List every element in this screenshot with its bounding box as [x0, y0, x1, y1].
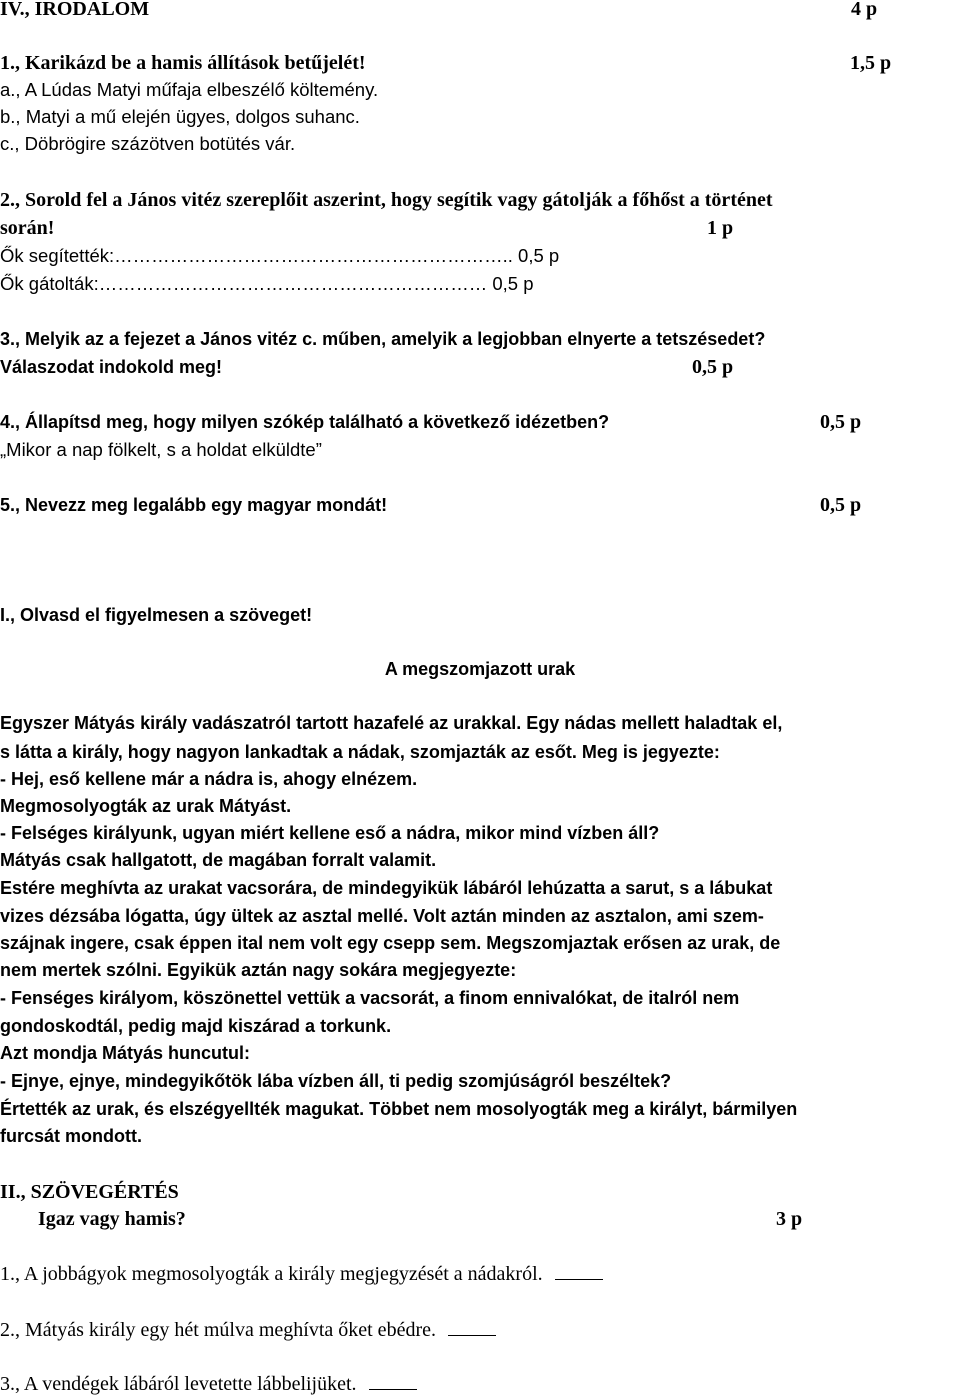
true-false-item: [0, 1318, 496, 1342]
question-5-prompt: 5., Nevezz meg legalább egy magyar mondát!: [0, 495, 388, 515]
true-false-item: [0, 1262, 603, 1286]
question-2-points: 1 p: [707, 217, 734, 239]
true-false-item-text: 3., A vendégek lábáról levetette lábbelijüket.: [0, 1373, 357, 1395]
story-line: Egyszer Mátyás király vadászatról tartott hazafelé az urakkal. Egy nádas mellett haladtak el,: [0, 713, 783, 733]
story-line: nem mertek szólni. Egyikük aztán nagy sokára megjegyezte:: [0, 960, 517, 980]
comprehension-heading: II., SZÖVEGÉRTÉS: [0, 1181, 179, 1203]
reading-heading: I., Olvasd el figyelmesen a szöveget!: [0, 605, 313, 625]
story-line: - Hej, eső kellene már a nádra is, ahogy elnézem.: [0, 769, 418, 789]
statement-a[interactable]: a., A Lúdas Matyi műfaja elbeszélő költemény.: [0, 79, 379, 100]
true-false-item: [0, 1372, 417, 1396]
story-line: vizes dézsába lógatta, úgy ültek az asztal mellé. Volt aztán minden az asztalon, ami szem-: [0, 906, 764, 926]
true-false-subheading: Igaz vagy hamis?: [38, 1208, 186, 1230]
story-line: Estére meghívta az urakat vacsorára, de mindegyikük lábáról lehúzatta a sarut, s a lábukat: [0, 878, 773, 898]
question-1-prompt: 1., Karikázd be a hamis állítások betűjelét!: [0, 52, 366, 74]
statement-c[interactable]: c., Döbrögire százötven botütés vár.: [0, 133, 296, 154]
story-line: - Felséges királyunk, ugyan miért kellene eső a nádra, mikor mind vízben áll?: [0, 823, 660, 843]
question-2-prompt: 2., Sorold fel a János vitéz szereplőit aszerint, hogy segítik vagy gátolják a főhőst a történet: [0, 189, 773, 211]
question-5-points: 0,5 p: [820, 494, 862, 516]
answer-blank[interactable]: [369, 1373, 417, 1390]
question-2-prompt-cont: során!: [0, 217, 55, 239]
story-line: Értették az urak, és elszégyellték magukat. Többet nem mosolyogták meg a királyt, bármilyen: [0, 1099, 798, 1119]
true-false-item-text: 2., Mátyás király egy hét múlva meghívta őket ebédre.: [0, 1319, 436, 1341]
question-1-points: 1,5 p: [850, 52, 892, 74]
story-line: s látta a király, hogy nagyon lankadtak a nádak, szomjazták az esőt. Meg is jegyezte:: [0, 742, 720, 762]
question-3-prompt-cont: Válaszodat indokold meg!: [0, 357, 223, 377]
story-line: Azt mondja Mátyás huncutul:: [0, 1043, 251, 1063]
section-heading-irodalom: IV., IRODALOM: [0, 0, 150, 20]
story-line: - Ejnye, ejnye, mindegyikőtök lába vízben áll, ti pedig szomjúságról beszéltek?: [0, 1071, 672, 1091]
story-line: Mátyás csak hallgatott, de magában forralt valamit.: [0, 850, 437, 870]
comprehension-points: 3 p: [776, 1208, 803, 1230]
question-4-points: 0,5 p: [820, 411, 862, 433]
story-title: A megszomjazott urak: [384, 659, 576, 679]
statement-b[interactable]: b., Matyi a mű elején ügyes, dolgos suhanc.: [0, 106, 360, 127]
answer-blank[interactable]: [448, 1319, 496, 1336]
story-line: - Fenséges királyom, köszönettel vettük a vacsorát, a finom ennivalókat, de italról nem: [0, 988, 740, 1008]
story-line: szájnak ingere, csak éppen ital nem volt egy csepp sem. Megszomjaztak erősen az urak, de: [0, 933, 781, 953]
answer-line-hindered[interactable]: Ők gátolták:……………………………………………………… 0,5 p: [0, 273, 534, 294]
question-4-quote: „Mikor a nap fölkelt, s a holdat elküldte”: [0, 439, 322, 460]
true-false-item-text: 1., A jobbágyok megmosolyogták a király megjegyzését a nádakról.: [0, 1263, 543, 1285]
question-3-points: 0,5 p: [692, 356, 734, 378]
story-line: gondoskodtál, pedig majd kiszárad a torkunk.: [0, 1016, 392, 1036]
question-3-prompt: 3., Melyik az a fejezet a János vitéz c. műben, amelyik a legjobban elnyerte a tetszésedet?: [0, 329, 766, 349]
story-line: furcsát mondott.: [0, 1126, 142, 1146]
answer-blank[interactable]: [555, 1263, 603, 1280]
section-points: 4 p: [851, 0, 878, 20]
question-4-prompt: 4., Állapítsd meg, hogy milyen szókép található a következő idézetben?: [0, 412, 610, 432]
answer-line-helped[interactable]: Ők segítették:……………………………………………………….. 0,5 p: [0, 245, 560, 266]
story-line: Megmosolyogták az urak Mátyást.: [0, 796, 292, 816]
